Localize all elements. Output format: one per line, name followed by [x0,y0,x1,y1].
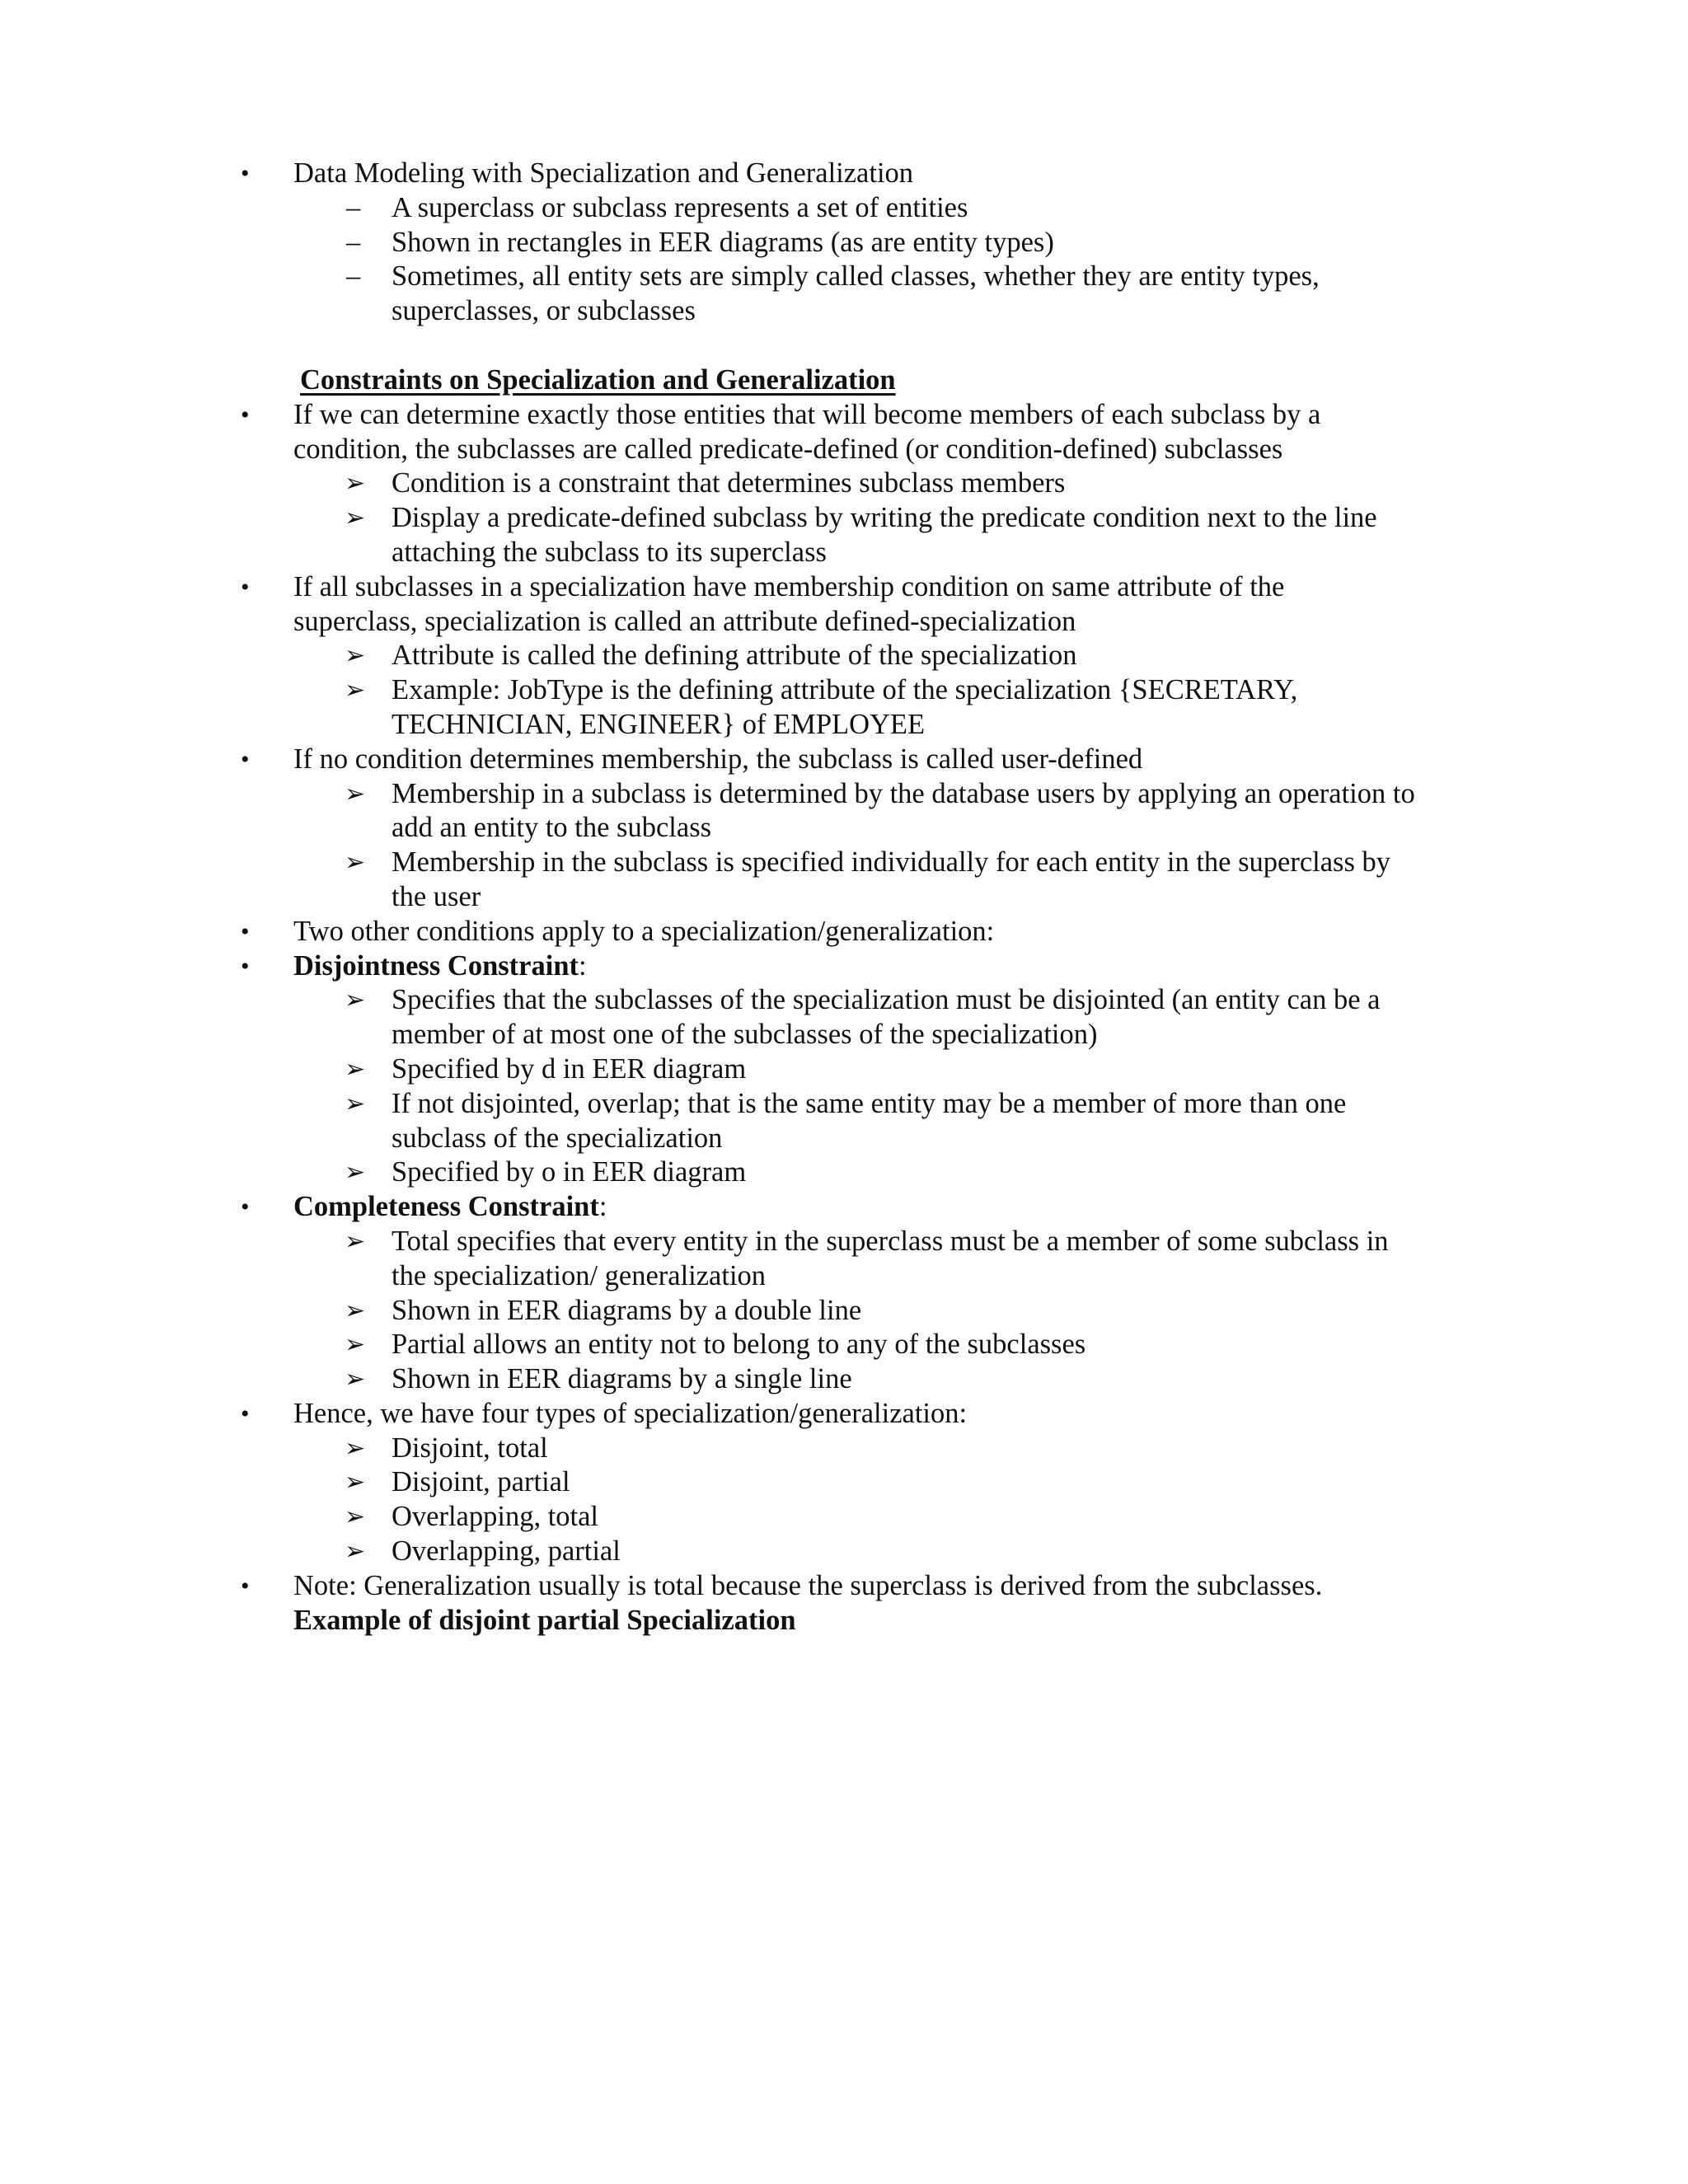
arrow-icon: ➢ [345,1227,366,1255]
sub-item-text: the user [392,880,481,912]
sub-item-text: Display a predicate-defined subclass by writing the predicate condition next to the line [392,502,1377,534]
sub-item [0,1155,1688,1190]
sub-item-continuation [0,1018,1688,1052]
arrow-icon: ➢ [345,1503,366,1531]
sub-item [0,1465,1688,1500]
completeness-label: Completeness Constraint [293,1191,599,1223]
sub-item-text: Membership in a subclass is determined by the database users by applying an operation to [392,777,1415,809]
sub-item-text: the specialization/ generalization [392,1259,767,1291]
sub-item-text: If not disjointed, overlap; that is the same entity may be a member of more than one [392,1087,1347,1119]
type-item: Disjoint, total [392,1432,548,1464]
sub-item-text: TECHNICIAN, ENGINEER} of EMPLOYEE [392,708,926,740]
sub-item-text: Partial allows an entity not to belong to any of the subclasses [392,1329,1086,1361]
arrow-icon: ➢ [345,642,366,670]
arrow-icon: ➢ [345,1434,366,1462]
arrow-icon: ➢ [345,504,366,532]
sub-item-text: Attribute is called the defining attribute of the specialization [392,640,1077,672]
bullet-icon: • [241,1193,250,1221]
bullet-text: If we can determine exactly those entities that will become members of each subclass by a [293,398,1321,430]
sub-item [0,466,1688,501]
bullet-icon: • [241,952,250,980]
list-item [0,260,1688,294]
sub-item [0,1087,1688,1122]
sub-item [0,1362,1688,1397]
arrow-icon: ➢ [345,1469,366,1497]
bullet-line-continuation [0,433,1688,467]
arrow-icon: ➢ [345,1090,366,1118]
bullet-text: Hence, we have four types of specialization/generalization: [293,1397,968,1429]
colon: : [579,949,587,982]
arrow-icon: ➢ [345,987,366,1015]
sub-item-continuation [0,811,1688,846]
sub-item-text: attaching the subclass to its superclass [392,536,827,568]
bullet-text: If no condition determines membership, the subclass is called user-defined [293,743,1143,775]
section-heading-line [0,363,1688,398]
arrow-icon: ➢ [345,470,366,498]
bullet-icon: • [241,745,250,773]
section-heading: Constraints on Specialization and Generalization [300,363,896,396]
colon: : [598,1191,607,1223]
bullet-icon: • [241,401,250,429]
completeness-heading [293,1190,607,1225]
sub-item [0,673,1688,708]
arrow-icon: ➢ [345,1055,366,1083]
sub-item-text: Specified by o in EER diagram [392,1156,747,1188]
sub-item-text: member of at most one of the subclasses of the specialization) [392,1019,1098,1051]
intro-item: superclasses, or subclasses [392,295,696,327]
intro-item: Shown in rectangles in EER diagrams (as are entity types) [392,226,1054,258]
arrow-icon: ➢ [345,1296,366,1324]
type-item: Overlapping, partial [392,1535,621,1568]
disjointness-heading [293,949,587,984]
sub-item [0,501,1688,536]
sub-item-text: Shown in EER diagrams by a single line [392,1363,852,1395]
sub-item-text: Total specifies that every entity in the superclass must be a member of some subclass in [392,1225,1389,1257]
sub-item [0,1432,1688,1466]
sub-item-text: Condition is a constraint that determines subclass members [392,467,1066,499]
bullet-line [0,1190,1688,1225]
bullet-text: If all subclasses in a specialization have membership condition on same attribute of the [293,570,1285,602]
document-page [0,157,1688,1638]
example-line [0,1604,1688,1638]
note-text: Note: Generalization usually is total because the superclass is derived from the subclasses. [293,1569,1323,1601]
bullet-line-continuation [0,605,1688,640]
sub-item-text: Specified by d in EER diagram [392,1052,747,1085]
bullet-icon: • [241,917,250,945]
bullet-text: condition, the subclasses are called predicate-defined (or condition-defined) subclasses [293,433,1283,465]
sub-item-continuation [0,880,1688,915]
arrow-icon: ➢ [345,677,366,705]
sub-item [0,983,1688,1018]
sub-item-text: subclass of the specialization [392,1122,723,1154]
intro-item: Sometimes, all entity sets are simply called classes, whether they are entity types, [392,260,1320,293]
bullet-line [0,1569,1688,1604]
sub-item [0,777,1688,812]
bullet-line [0,915,1688,949]
disjointness-label: Disjointness Constraint [293,949,579,982]
bullet-text: superclass, specialization is called an attribute defined-specialization [293,605,1076,637]
bullet-icon: • [241,573,250,601]
arrow-icon: ➢ [345,1159,366,1187]
sub-item-text: Membership in the subclass is specified individually for each entity in the superclass by [392,846,1391,879]
arrow-icon: ➢ [345,780,366,808]
sub-item-continuation [0,1259,1688,1294]
bullet-line [0,398,1688,433]
list-item [0,226,1688,260]
sub-item-text: add an entity to the subclass [392,812,712,844]
bullet-line [0,743,1688,777]
dash-icon: – [346,260,361,293]
list-item [0,191,1688,226]
dash-icon: – [346,191,361,223]
sub-item [0,639,1688,673]
bullet-line [0,570,1688,605]
sub-item [0,1294,1688,1329]
bullet-icon: • [241,160,250,187]
arrow-icon: ➢ [345,849,366,877]
bullet-line [0,949,1688,984]
sub-item [0,1500,1688,1535]
intro-title: Data Modeling with Specialization and Generalization [293,157,914,189]
intro-line [0,157,1688,191]
sub-item-continuation [0,708,1688,743]
sub-item-continuation [0,1122,1688,1156]
bullet-line [0,1397,1688,1432]
arrow-icon: ➢ [345,1538,366,1566]
sub-item-text: Shown in EER diagrams by a double line [392,1294,862,1326]
intro-item: A superclass or subclass represents a set of entities [392,191,968,223]
dash-icon: – [346,226,361,258]
sub-item [0,846,1688,880]
sub-item-text: Example: JobType is the defining attribute of the specialization {SECRETARY, [392,674,1298,706]
bullet-text: Two other conditions apply to a specialization/generalization: [293,915,995,947]
type-item: Overlapping, total [392,1501,599,1533]
list-item-continuation [0,294,1688,329]
sub-item [0,1225,1688,1259]
example-heading: Example of disjoint partial Specialization [293,1604,796,1636]
sub-item [0,1328,1688,1362]
arrow-icon: ➢ [345,1331,366,1359]
bullet-icon: • [241,1399,250,1427]
arrow-icon: ➢ [345,1366,366,1394]
sub-item [0,1052,1688,1087]
bullet-icon: • [241,1572,250,1600]
spacer [0,329,1688,363]
type-item: Disjoint, partial [392,1466,570,1498]
sub-item-text: Specifies that the subclasses of the specialization must be disjointed (an entity can be a [392,984,1381,1016]
sub-item-continuation [0,536,1688,570]
sub-item [0,1535,1688,1569]
